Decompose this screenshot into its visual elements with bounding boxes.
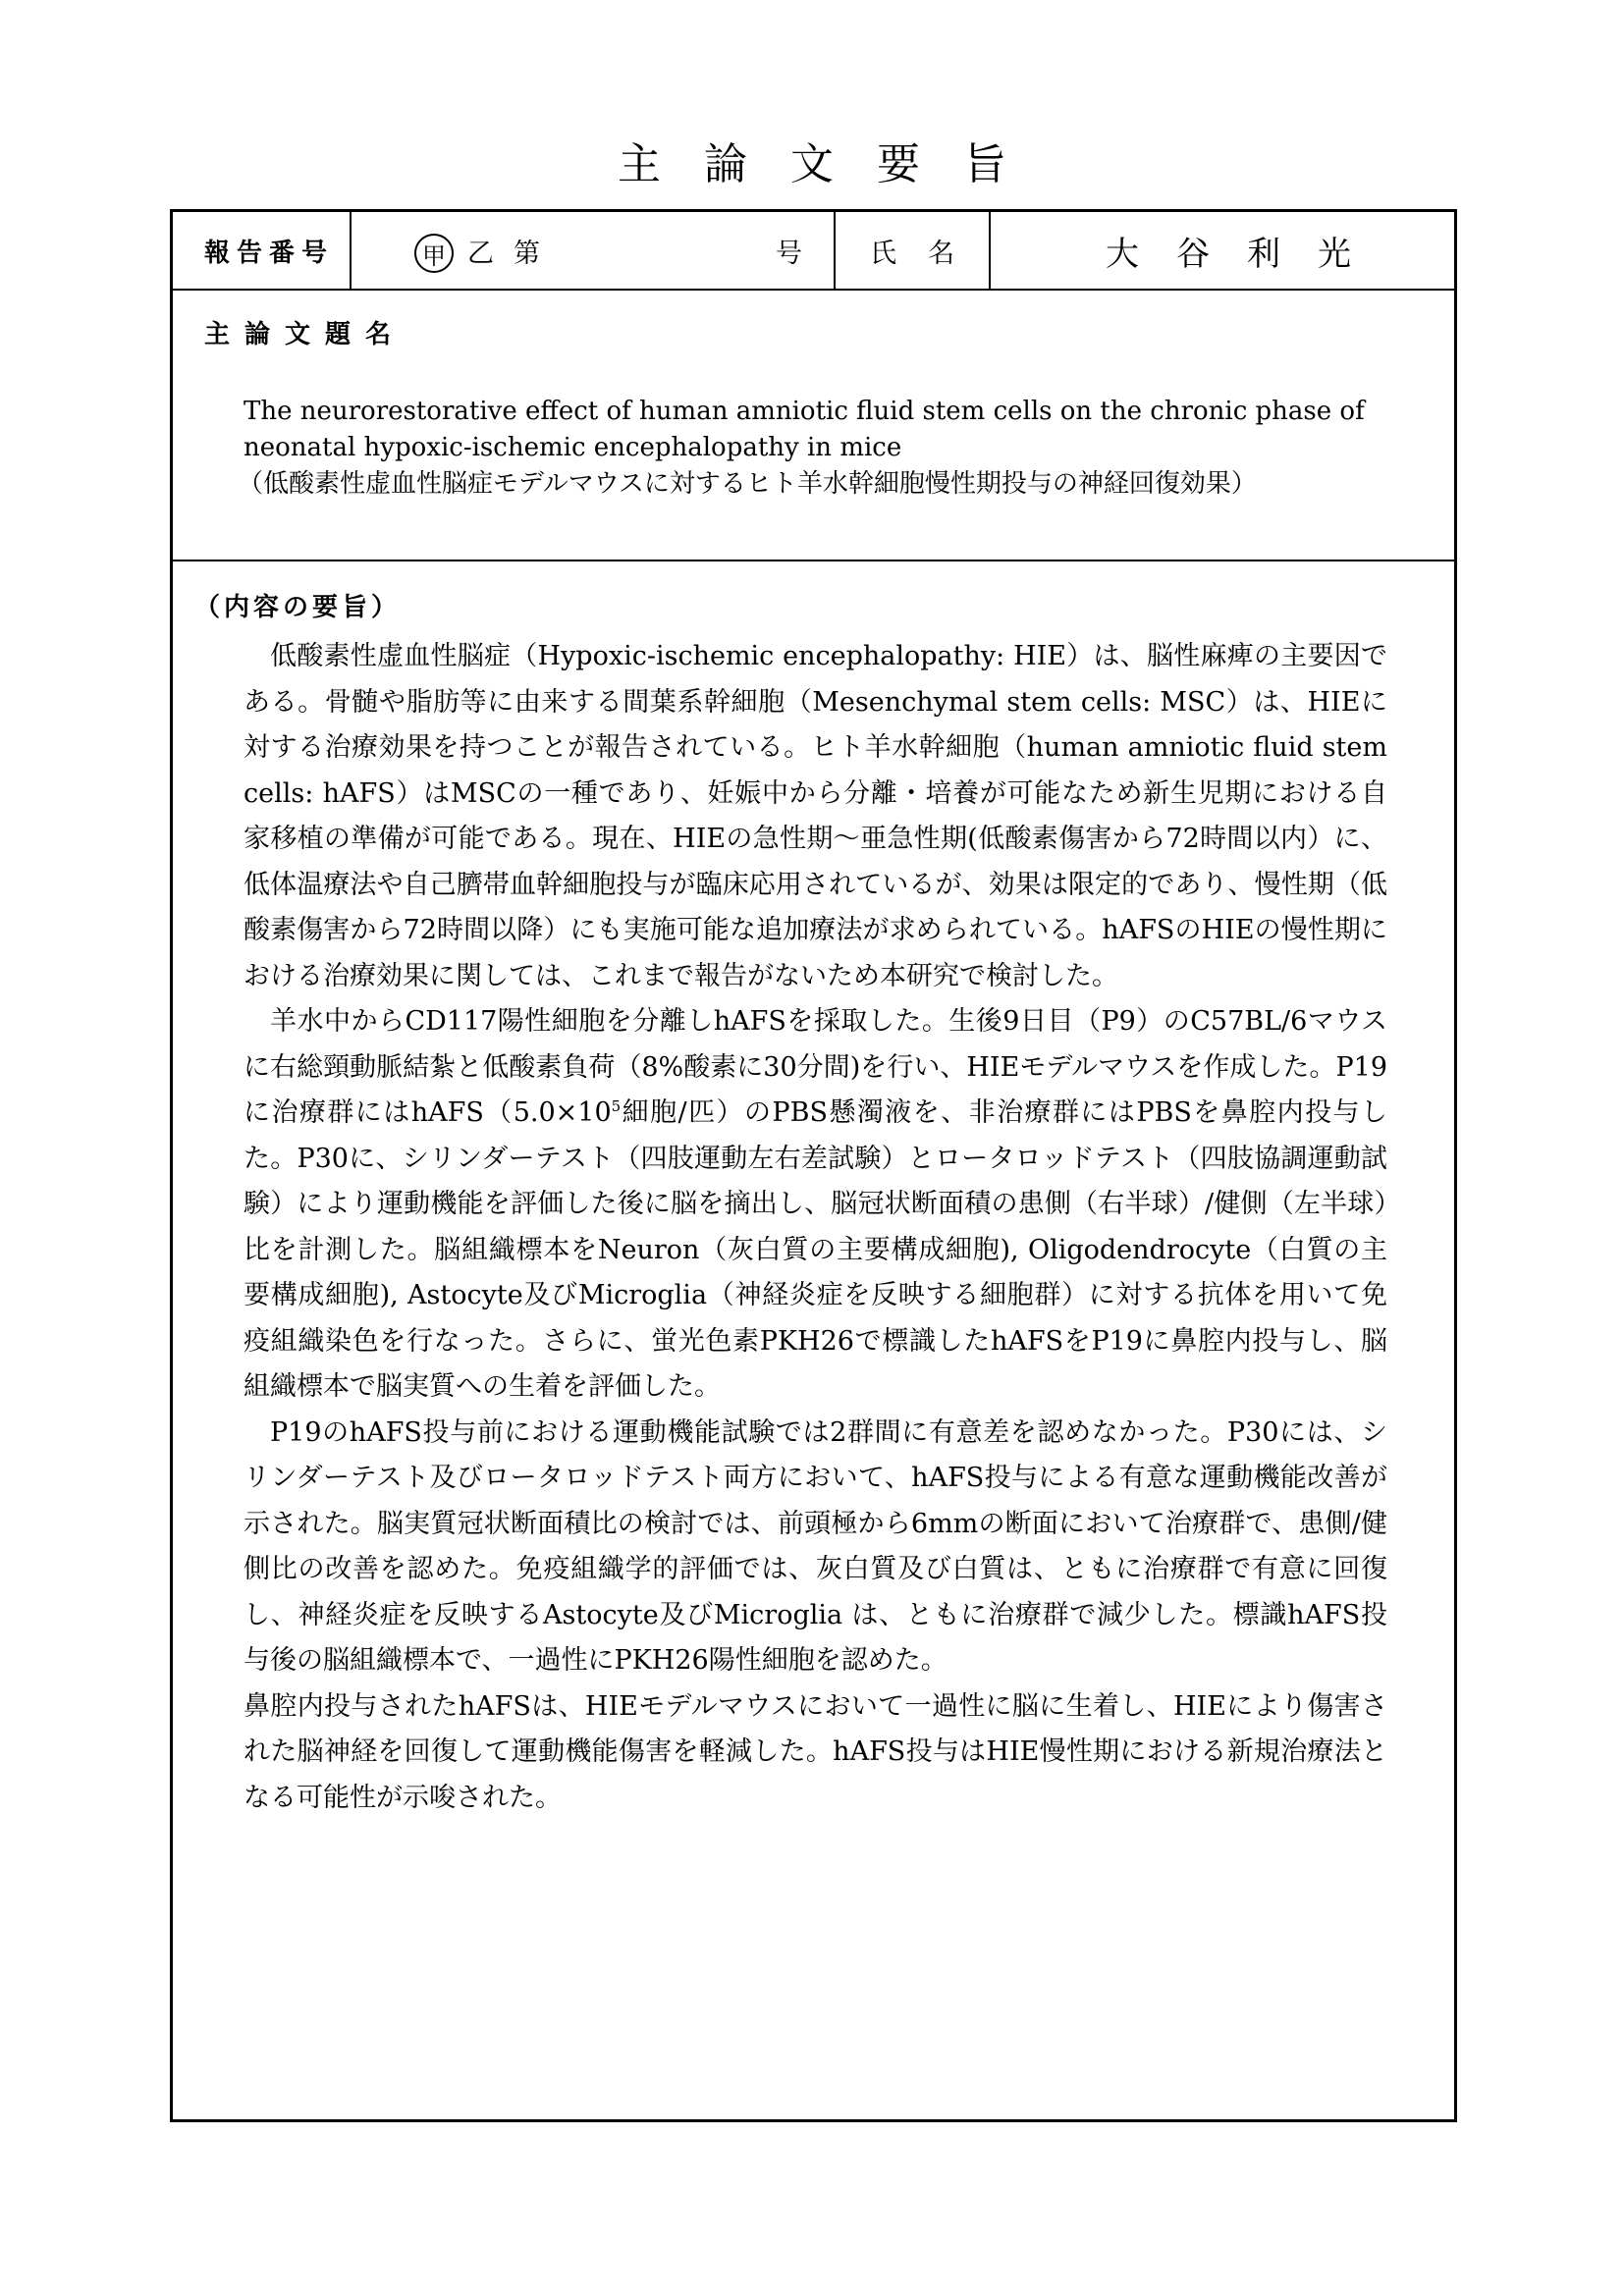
p2-text-b: 細胞/匹）のPBS懸濁液を、非治療群にはPBSを鼻腔内投与した。P30に、シリンダーテスト（四肢運動左右差試験）とロータロッドテスト（四肢協調運動試験）により運動機能を評価した後に脳を摘出し、脳冠状断面積の患側（右半球）/健側（左半球）比を計測した。脳組織標本をNeuron（灰白質の主要構成細胞), Oligodendrocyte（白質の主要構成細胞), Astocyte及びMicroglia（神経炎症を反映する細胞群）に対する抗体を用いて免疫組織染色を行なった。さらに、蛍光色素PKH26で標識したhAFSをP19に鼻腔内投与し、脳組織標本で脳実質への生着を評価した。 (244, 1097, 1387, 1402)
report-row (173, 212, 1454, 291)
thesis-title-jp: （低酸素性虚血性脳症モデルマウスに対するヒト羊水幹細胞慢性期投与の神経回復効果） (238, 469, 1257, 499)
summary-label: （内容の要旨） (194, 593, 402, 622)
summary-paragraph-3: P19のhAFS投与前における運動機能試験では2群間に有意差を認めなかった。P30には、シリンダーテスト及びロータロッドテスト両方において、hAFS投与による有意な運動機能改善が示された。脳実質冠状断面積比の検討では、前頭極から6mmの断面において治療群で、患側/健側比の改善を認めた。免疫組織学的評価では、灰白質及び白質は、ともに治療群で有意に回復し、神経炎症を反映するAstocyte及びMicroglia は、ともに治療群で減少した。標識hAFS投与後の脳組織標本で、一過性にPKH26陽性細胞を認めた。 (244, 1416, 1387, 1676)
thesis-title-en-line2: neonatal hypoxic-ischemic encephalopathy in mice (244, 433, 902, 462)
divider (350, 212, 352, 289)
author-name: 大谷利光 (1106, 234, 1388, 274)
thesis-title-label: 主論文題名 (204, 320, 406, 349)
summary-body (244, 634, 1387, 1821)
abstract-form (170, 209, 1457, 2122)
divider (173, 560, 1454, 561)
otsu-label: 乙 (467, 238, 494, 269)
name-label: 氏名 (870, 238, 986, 269)
report-number-label: 報告番号 (204, 238, 335, 268)
summary-paragraph-1: 低酸素性虚血性脳症（Hypoxic-ischemic encephalopathy: HIE）は、脳性麻痺の主要因である。骨髄や脂肪等に由来する間葉系幹細胞（Mesenchymal stem cells: MSC）は、HIEに対する治療効果を持つことが報告されている。ヒト羊水幹細胞（human amniotic fluid stem cells: hAFS）はMSCの一種であり、妊娠中から分離・培養が可能なため新生児期における自家移植の準備が可能である。現在、HIEの急性期～亜急性期(低酸素傷害から72時間以内）に、低体温療法や自己臍帯血幹細胞投与が臨床応用されているが、効果は限定的であり、慢性期（低酸素傷害から72時間以降）にも実施可能な追加療法が求められている。hAFSのHIEの慢性期における治療効果に関しては、これまで報告がないため本研究で検討した。 (244, 641, 1387, 991)
summary-paragraph-2 (244, 999, 1387, 1411)
summary-paragraph-4: 鼻腔内投与されたhAFSは、HIEモデルマウスにおいて一過性に脳に生着し、HIEにより傷害された脳神経を回復して運動機能傷害を軽減した。hAFS投与はHIE慢性期における新規治療法となる可能性が示唆された。 (244, 1690, 1387, 1813)
divider (989, 212, 991, 289)
go-label: 号 (776, 238, 802, 269)
p2-superscript: 5 (611, 1097, 622, 1115)
divider (834, 212, 836, 289)
dai-label: 第 (514, 238, 540, 269)
thesis-title-en-line1: The neurorestorative effect of human amniotic fluid stem cells on the chronic phase of (244, 397, 1365, 426)
p2-text-a: 羊水中からCD117陽性細胞を分離しhAFSを採取した。生後9日目（P9）のC57BL/6マウスに右総頸動脈結紮と低酸素負荷（8%酸素に30分間)を行い、HIEモデルマウスを作成した。P19に治療群にはhAFS（5.0×10 (244, 1006, 1387, 1128)
page-title: 主論文要旨 (618, 139, 1050, 189)
ko-circled-mark: 甲 (414, 234, 454, 273)
thesis-title (238, 394, 1422, 503)
